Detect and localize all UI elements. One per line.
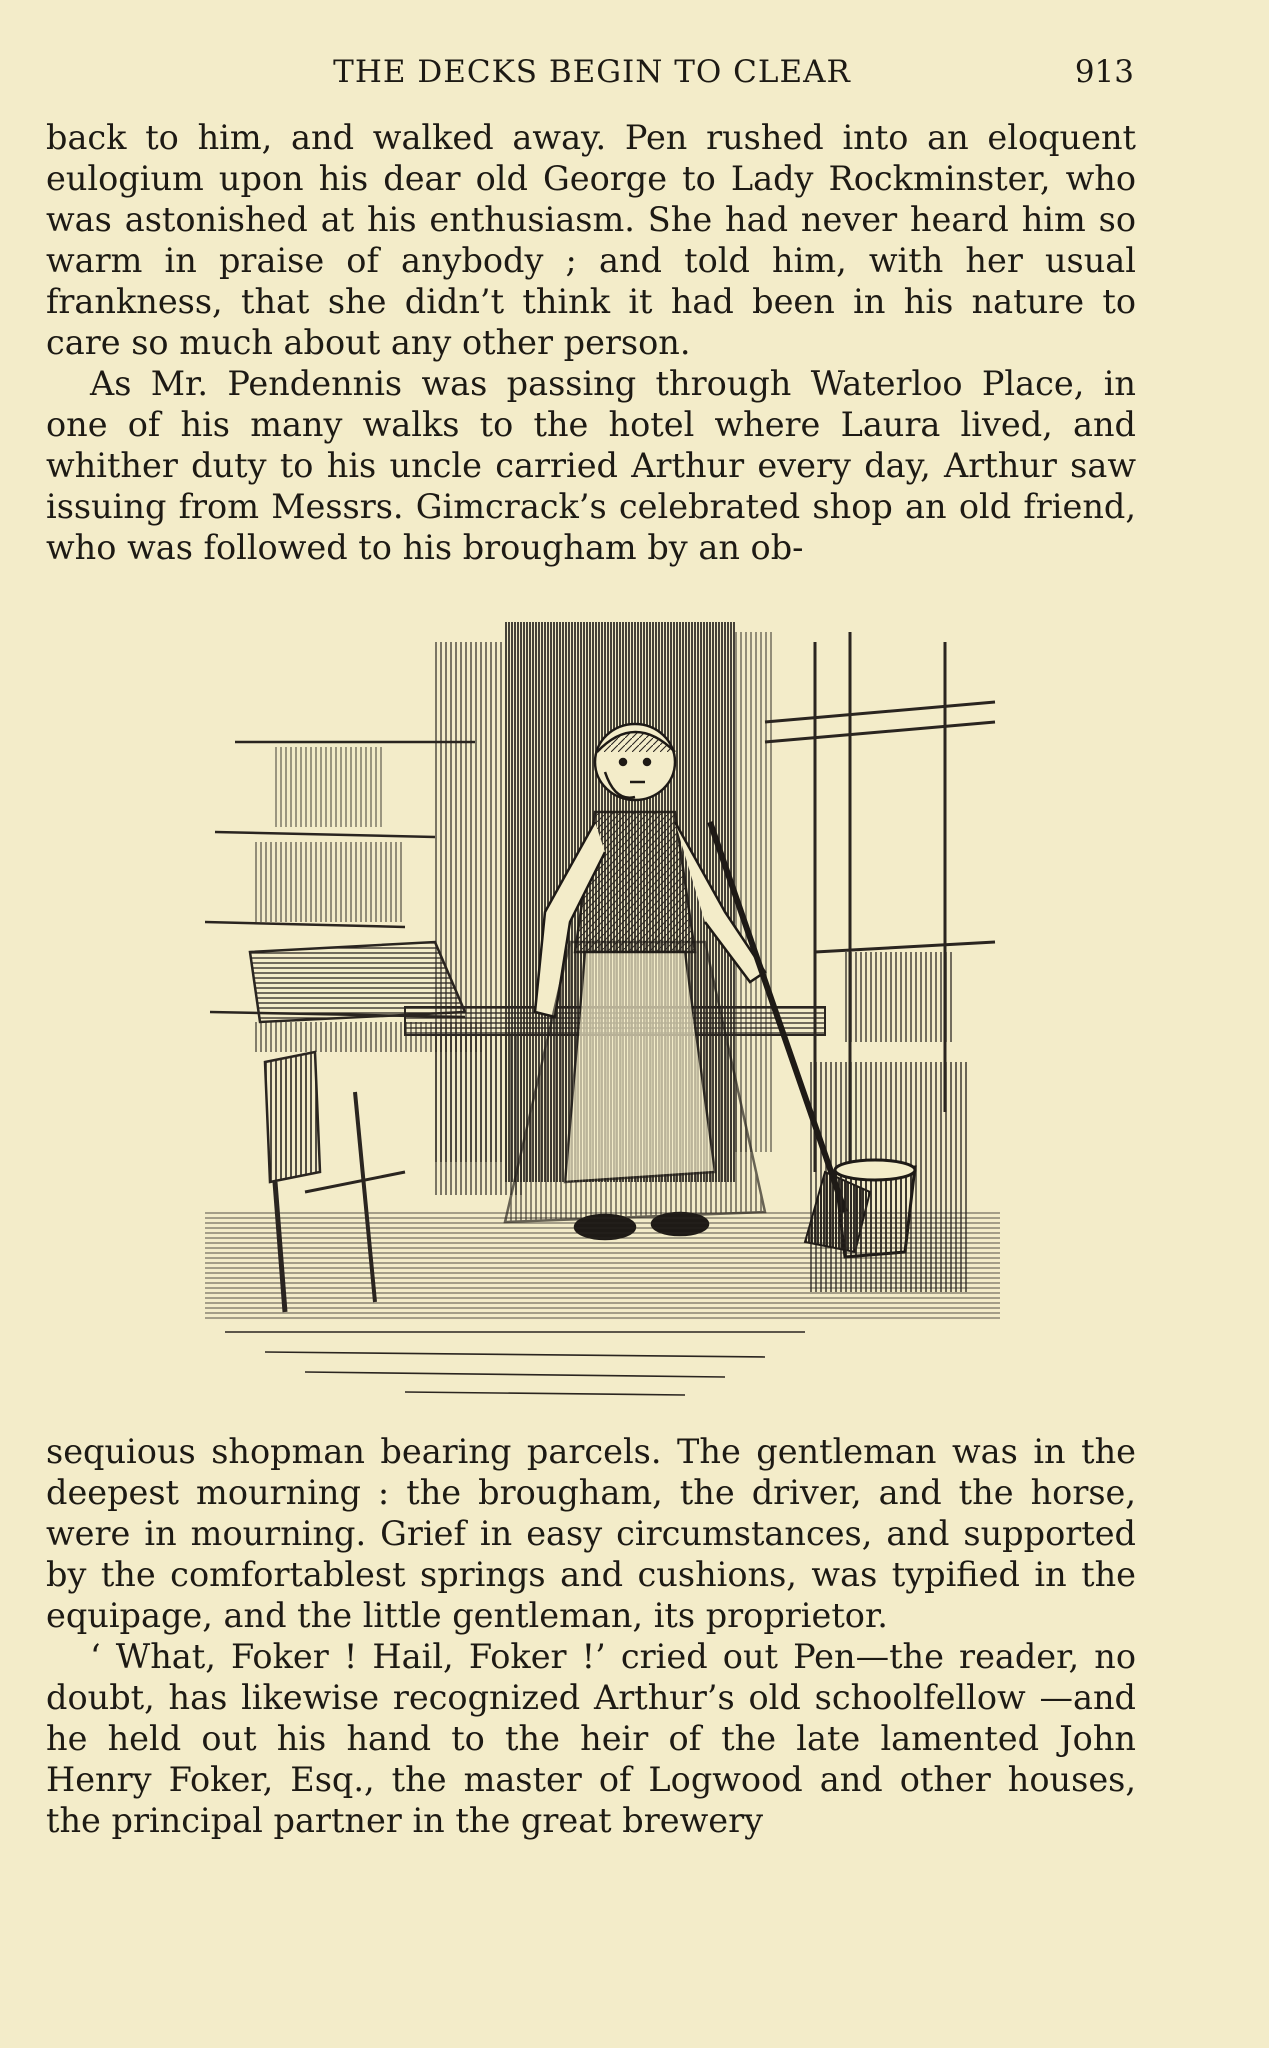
paragraph: As Mr. Pendennis was passing through Waterloo Place, in one of his many walks to the hotel where Laura lived, and whither duty to his uncle carried Arthur every day, Arthur saw issuing from Messrs. Gimcrack’s celebrated shop an old friend, who was followed to his brougham by an ob- <box>46 364 1136 567</box>
page-header <box>50 48 1134 98</box>
engraving-illustration <box>205 612 1000 1402</box>
paragraph: back to him, and walked away. Pen rushed into an eloquent eulogium upon his dear old George to Lady Rockminster, who was astonished at his enthusiasm. She had never heard him so warm in praise of anybody ; and told him, with her usual frankness, that she didn’t think it had been in his nature to care so much about any other person. <box>46 118 1136 362</box>
running-head: THE DECKS BEGIN TO CLEAR <box>333 54 851 90</box>
paragraph: sequious shopman bearing parcels. The gentleman was in the deepest mourning : the brougham, the driver, and the horse, were in mourning. Grief in easy circumstances, and supported by the comfortablest springs and cushions, was typified in the equipage, and the little gentleman, its proprietor. <box>46 1432 1136 1635</box>
paragraph: ‘ What, Foker ! Hail, Foker !’ cried out Pen—the reader, no doubt, has likewise recognized Arthur’s old schoolfellow —and he held out his hand to the heir of the late lamented John Henry Foker, Esq., the master of Logwood and other houses, the principal partner in the great brewery <box>46 1637 1136 1840</box>
text-block-bottom <box>46 1431 1136 1841</box>
text-block-top <box>46 117 1136 568</box>
page-number: 913 <box>1074 54 1134 90</box>
